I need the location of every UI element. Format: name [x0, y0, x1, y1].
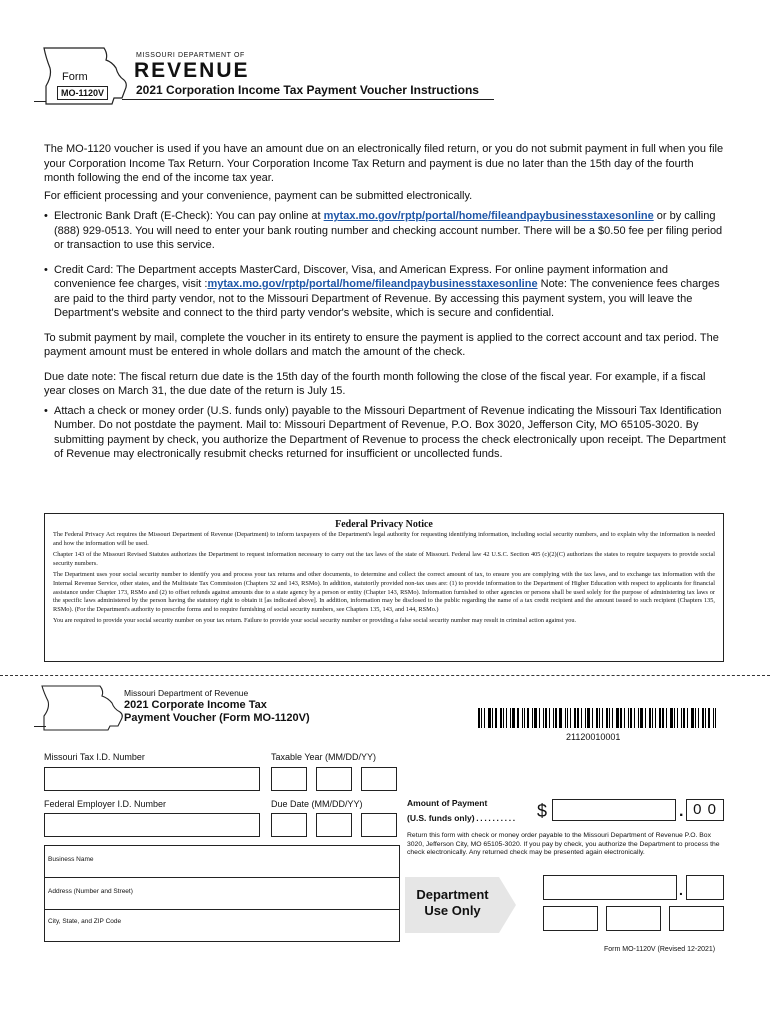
department-use-box-3 — [669, 906, 724, 931]
due-date-month-input[interactable] — [271, 813, 307, 837]
agency-name-small: MISSOURI DEPARTMENT OF — [136, 52, 245, 59]
department-use-label: Department Use Only — [416, 887, 489, 918]
address-input[interactable] — [44, 877, 400, 910]
header-rule-mark — [34, 101, 46, 102]
department-use-dollars-box — [543, 875, 677, 900]
decimal-point: . — [679, 803, 684, 820]
barcode — [478, 708, 724, 728]
privacy-title: Federal Privacy Notice — [335, 519, 433, 530]
revision-label: Form MO-1120V (Revised 12-2021) — [604, 946, 716, 953]
form-label: Form — [62, 71, 88, 83]
missouri-state-outline-icon — [40, 684, 130, 732]
credit-card-link[interactable]: mytax.mo.gov/rptp/portal/home/fileandpaybusinesstaxesonline — [207, 278, 538, 290]
form-number: MO-1120V — [57, 86, 108, 100]
instructions-body — [44, 142, 726, 462]
privacy-paragraph-4: You are required to provide your social security number on your tax return. Failure to provide your social security number or providing a false social security number may result in criminal action against you. — [53, 617, 577, 625]
department-use-decimal: . — [679, 882, 683, 898]
taxable-year-label: Taxable Year (MM/DD/YY) — [271, 752, 377, 762]
privacy-notice-box — [44, 513, 724, 662]
due-date-year-input[interactable] — [361, 813, 397, 837]
due-date-day-input[interactable] — [316, 813, 352, 837]
voucher-agency: Missouri Department of Revenue — [124, 688, 249, 698]
detach-line — [0, 675, 770, 676]
voucher-title-line-2: Payment Voucher (Form MO-1120V) — [124, 712, 310, 724]
voucher-rule-mark — [34, 726, 46, 727]
page-title: 2021 Corporation Income Tax Payment Voucher Instructions — [136, 83, 479, 97]
address-label: Address (Number and Street) — [48, 888, 133, 895]
echeck-link[interactable]: mytax.mo.gov/rptp/portal/home/fileandpaybusinesstaxesonline — [323, 210, 654, 222]
check-bullet: • Attach a check or money order (U.S. funds only) payable to the Missouri Department of Revenue indicating the Missouri Tax Identification Number. Do not postdate the payment. Mail to: Missouri Department of Revenue, P.O. Box 3020, Jefferson City, MO 65105-3020. By submitting payment by check, you authorize the Department of Revenue to process the check electronically upon receipt. The Department of Revenue may electronically resubmit checks returned for insufficient or uncollected funds. — [44, 404, 726, 460]
business-name-input[interactable] — [44, 845, 400, 878]
barcode-number: 21120010001 — [566, 732, 621, 742]
due-date-label: Due Date (MM/DD/YY) — [271, 799, 363, 809]
dollar-sign: $ — [537, 801, 548, 821]
department-use-cents-box — [686, 875, 724, 900]
amount-cents-field: 0 0 — [686, 799, 724, 821]
title-underline — [122, 99, 494, 100]
privacy-paragraph-1: The Federal Privacy Act requires the Missouri Department of Revenue (Department) to inform taxpayers of the Department's legal authority for requesting identifying information, including social security numbers, and to explain why the information is needed and how the information will be used. — [53, 531, 715, 547]
fein-input[interactable] — [44, 813, 260, 837]
taxable-year-year-input[interactable] — [361, 767, 397, 791]
voucher-title-line-1: 2021 Corporate Income Tax — [124, 699, 267, 711]
city-state-zip-input[interactable] — [44, 909, 400, 942]
due-date-paragraph: Due date note: The fiscal return due date is the 15th day of the fourth month following the close of the fiscal year. For example, if a fiscal year closes on March 31, the due date of the return is July 15. — [44, 370, 706, 397]
amount-label: Amount of Payment — [407, 798, 488, 808]
department-use-box-1 — [543, 906, 598, 931]
amount-dollars-input[interactable] — [552, 799, 676, 821]
amount-sublabel: (U.S. funds only) . . . . . . . . . . — [407, 813, 516, 823]
mail-payment-paragraph: To submit payment by mail, complete the voucher in its entirety to ensure the payment is applied to the correct account and tax period. The payment amount must be entered in whole dollars and match the amount of the check. — [44, 331, 719, 358]
privacy-paragraph-2: Chapter 143 of the Missouri Revised Statutes authorizes the Department to request information necessary to carry out the tax laws of the state of Missouri. Federal law 42 U.S.C. Section 405 (c)(2)(C) authorizes the states to require taxpayers to provide social security numbers. — [53, 551, 715, 567]
business-name-label: Business Name — [48, 856, 94, 863]
echeck-bullet: • Electronic Bank Draft (E-Check): You can pay online at mytax.mo.gov/rptp/portal/home/fileandpaybusinesstaxesonline or by calling (888) 929-0513. You will need to enter your bank routing number and checking account number. There will be a $0.50 fee per filing period or transaction to use this service. — [44, 210, 723, 251]
city-state-zip-label: City, State, and ZIP Code — [48, 918, 122, 925]
department-use-box-2 — [606, 906, 661, 931]
tax-id-input[interactable] — [44, 767, 260, 791]
privacy-paragraph-3: The Department uses your social security number to identify you and process your tax returns and other documents, to determine and collect the correct amount of tax, to ensure you are complying with the tax laws, and to exchange tax information with the Internal Revenue Service, other states, and the Multistate Tax Commission (Chapters 32 and 143, RSMo). In addition, statutorily provided non-tax uses are: (1) to provide information to the Department of Higher Education with respect to applicants for financial assistance under Chapter 173, RSMo and (2) to offset refunds against amounts due to a state agency by a person or entity (Chapter 143, RSMo). Information furnished to other agencies or persons shall be used solely for the purpose of administering tax laws or the specific laws administered by the person having the statutory right to obtain it [as indicated above]. In addition, information may be disclosed to the public regarding the name of a tax credit recipient and the amount issued to such recipient (Chapters 135, RSMo). (For the Department's authority to prescribe forms and to require furnishing of social security numbers, see Chapters 135, 143, and 144, RSMo.) — [53, 571, 715, 613]
taxable-year-day-input[interactable] — [316, 767, 352, 791]
credit-card-bullet: • Credit Card: The Department accepts MasterCard, Discover, Visa, and American Express. For online payment information and convenience fee charges, visit :mytax.mo.gov/rptp/portal/home/fileandpaybusinesstaxesonline Note: The convenience fees charges are paid to the third party vendor, not to the Missouri Department of Revenue. By accessing this payment system, you will leave the Department's website and connect to the third party vendor's website, which is secure and confidential. — [44, 263, 720, 319]
taxable-year-month-input[interactable] — [271, 767, 307, 791]
revenue-logo: REVENUE — [134, 59, 250, 82]
electronic-payment-paragraph: For efficient processing and your convenience, payment can be submitted electronically. — [44, 189, 473, 202]
intro-paragraph: The MO-1120 voucher is used if you have an amount due on an electronically filed return, or you do not submit payment in full when you file your Corporation Income Tax Return. Your Corporation Income Tax Return and payment is due no later than the 15th day of the fourth month following the end of the income tax year. — [44, 143, 724, 184]
return-instructions: Return this form with check or money order payable to the Missouri Department of Revenue P.O. Box 3020, Jefferson City, MO 65105-3020. If you pay by check, you authorize the Department to process the check electronically. Any returned check may be presented again electronically. — [407, 832, 720, 857]
tax-id-label: Missouri Tax I.D. Number — [44, 752, 145, 762]
fein-label: Federal Employer I.D. Number — [44, 799, 167, 809]
